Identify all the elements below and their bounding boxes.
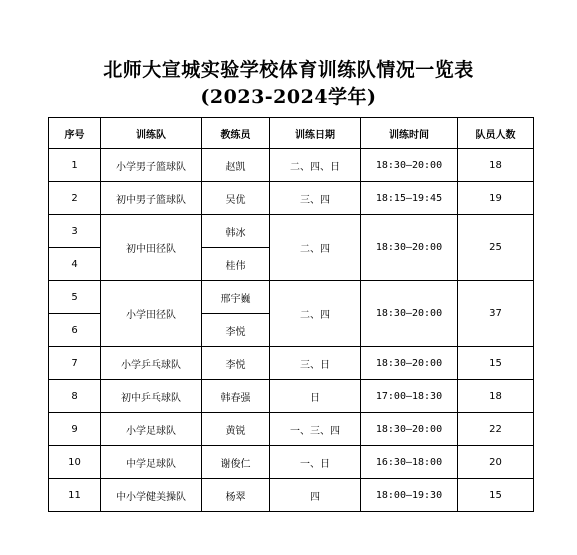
cell-time: 18:30—20:00 — [361, 281, 458, 347]
cell-coach: 谢俊仁 — [202, 446, 270, 479]
cell-index: 10 — [49, 446, 101, 479]
cell-days: 一、三、四 — [270, 413, 361, 446]
cell-coach: 桂伟 — [202, 248, 270, 281]
cell-team: 小学乒乓球队 — [101, 347, 202, 380]
cell-coach: 李悦 — [202, 347, 270, 380]
cell-count: 18 — [458, 380, 534, 413]
cell-team: 初中男子篮球队 — [101, 182, 202, 215]
cell-index: 5 — [49, 281, 101, 314]
cell-coach: 黄锐 — [202, 413, 270, 446]
cell-time: 18:00—19:30 — [361, 479, 458, 512]
cell-coach: 杨翠 — [202, 479, 270, 512]
cell-time: 18:15—19:45 — [361, 182, 458, 215]
cell-count: 19 — [458, 182, 534, 215]
document-title: 北师大宣城实验学校体育训练队情况一览表 — [103, 59, 474, 81]
cell-coach: 吴优 — [202, 182, 270, 215]
cell-team: 中小学健美操队 — [101, 479, 202, 512]
table-row — [49, 215, 534, 248]
cell-count: 25 — [458, 215, 534, 281]
cell-team: 初中乒乓球队 — [101, 380, 202, 413]
header-count: 队员人数 — [458, 118, 534, 149]
cell-coach: 韩春强 — [202, 380, 270, 413]
table-row — [49, 149, 534, 182]
header-team: 训练队 — [101, 118, 202, 149]
table-row — [49, 479, 534, 512]
cell-coach: 韩冰 — [202, 215, 270, 248]
cell-count: 15 — [458, 479, 534, 512]
cell-coach: 李悦 — [202, 314, 270, 347]
cell-days: 一、日 — [270, 446, 361, 479]
cell-coach: 邢宇巍 — [202, 281, 270, 314]
header-days: 训练日期 — [270, 118, 361, 149]
cell-days: 三、日 — [270, 347, 361, 380]
header-index: 序号 — [49, 118, 101, 149]
table-row — [49, 446, 534, 479]
table-row — [49, 380, 534, 413]
cell-days: 二、四 — [270, 281, 361, 347]
cell-days: 三、四 — [270, 182, 361, 215]
table-row — [49, 182, 534, 215]
cell-index: 7 — [49, 347, 101, 380]
cell-index: 1 — [49, 149, 101, 182]
cell-days: 日 — [270, 380, 361, 413]
cell-index: 3 — [49, 215, 101, 248]
training-team-table — [48, 117, 534, 512]
cell-time: 18:30—20:00 — [361, 149, 458, 182]
cell-index: 11 — [49, 479, 101, 512]
cell-time: 16:30—18:00 — [361, 446, 458, 479]
cell-index: 6 — [49, 314, 101, 347]
cell-coach: 赵凯 — [202, 149, 270, 182]
table-row — [49, 413, 534, 446]
cell-days: 二、四 — [270, 215, 361, 281]
cell-team: 中学足球队 — [101, 446, 202, 479]
cell-index: 8 — [49, 380, 101, 413]
cell-team: 小学田径队 — [101, 281, 202, 347]
table-row — [49, 347, 534, 380]
cell-team: 初中田径队 — [101, 215, 202, 281]
cell-index: 4 — [49, 248, 101, 281]
header-coach: 教练员 — [202, 118, 270, 149]
cell-count: 20 — [458, 446, 534, 479]
cell-count: 18 — [458, 149, 534, 182]
cell-index: 9 — [49, 413, 101, 446]
table-header-row — [49, 118, 534, 149]
cell-days: 二、四、日 — [270, 149, 361, 182]
cell-time: 18:30—20:00 — [361, 413, 458, 446]
cell-count: 37 — [458, 281, 534, 347]
header-time: 训练时间 — [361, 118, 458, 149]
cell-time: 17:00—18:30 — [361, 380, 458, 413]
cell-count: 15 — [458, 347, 534, 380]
cell-index: 2 — [49, 182, 101, 215]
cell-team: 小学男子篮球队 — [101, 149, 202, 182]
cell-time: 18:30—20:00 — [361, 215, 458, 281]
cell-team: 小学足球队 — [101, 413, 202, 446]
cell-days: 四 — [270, 479, 361, 512]
document-subtitle: (2023-2024学年) — [200, 86, 377, 108]
table-row — [49, 281, 534, 314]
cell-count: 22 — [458, 413, 534, 446]
cell-time: 18:30—20:00 — [361, 347, 458, 380]
